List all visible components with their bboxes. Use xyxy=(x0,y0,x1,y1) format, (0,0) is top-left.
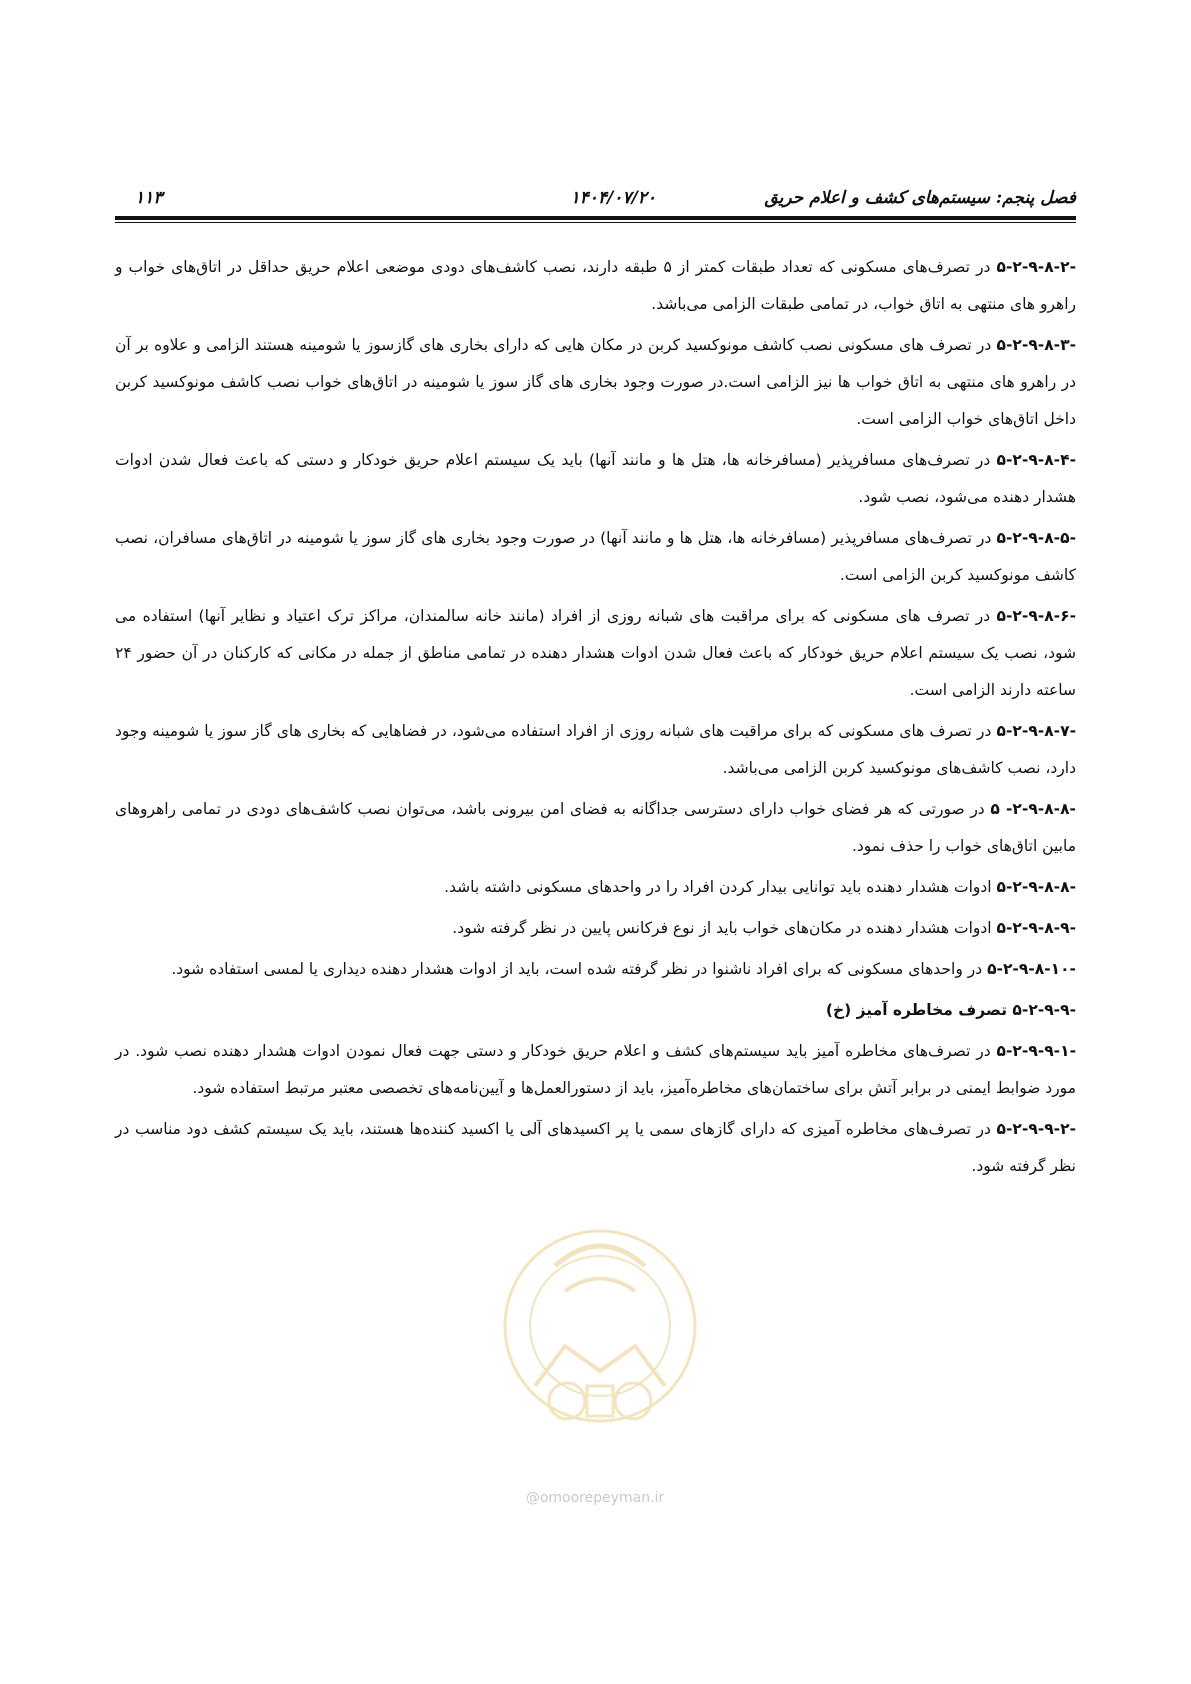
paragraph xyxy=(115,1111,1076,1185)
paragraph xyxy=(115,520,1076,594)
paragraph-text: در واحدهای مسکونی که برای افراد ناشنوا در نظر گرفته شده است، باید از ادوات هشدار دهنده دیداری یا لمسی استفاده شود. xyxy=(171,960,988,978)
paragraph xyxy=(115,327,1076,438)
clause-number: ۵-۲-۹-۸-۷- xyxy=(996,722,1076,740)
paragraph xyxy=(115,713,1076,787)
clause-number: ۵-۲-۹-۸-۲- xyxy=(996,258,1076,276)
page-header xyxy=(115,188,1076,218)
heading-text: تصرف مخاطره آمیز (خ) xyxy=(825,1001,1013,1019)
clause-number: ۵-۲-۹-۹-۱- xyxy=(996,1042,1076,1060)
page-number: ۱۱۳ xyxy=(135,188,163,208)
clause-number: ۵ -۲-۹-۸-۸- xyxy=(990,800,1076,818)
paragraph-text: در تصرف‌های مخاطره آمیز باید سیستم‌های کشف و اعلام حریق خودکار و دستی جهت فعال نمودن ادوات هشدار دهنده نصب شود. در مورد ضوابط ایمنی در برابر آتش برای ساختمان‌های مخاطره‌آمیز، باید از دستورالعمل‌ها و آیین‌نامه‌های تخصصی معتبر مرتبط استفاده شود. xyxy=(115,1042,1076,1097)
clause-number: ۵-۲-۹-۹- xyxy=(1012,1001,1076,1019)
chapter-title: فصل پنجم: سیستم‌های کشف و اعلام حریق xyxy=(764,188,1076,208)
paragraph xyxy=(115,598,1076,709)
clause-number: ۵-۲-۹-۹-۲- xyxy=(996,1120,1076,1138)
paragraph xyxy=(115,869,1076,906)
paragraph-text: در تصرف‌های مسافرپذیر (مسافرخانه ها، هتل ها و مانند آنها) در صورت وجود بخاری های گاز سوز یا شومینه در اتاق‌های مسافران، نصب کاشف مونوکسید کربن الزامی است. xyxy=(115,529,1076,584)
clause-number: ۵-۲-۹-۸-۵- xyxy=(996,529,1076,547)
paragraph xyxy=(115,249,1076,323)
clause-number: ۵-۲-۹-۸-۱۰- xyxy=(987,960,1076,978)
clause-number: ۵-۲-۹-۸-۶- xyxy=(996,607,1076,625)
header-rule-thin xyxy=(115,222,1076,223)
paragraph xyxy=(115,791,1076,865)
body-text xyxy=(115,249,1076,1189)
paragraph-text: ادوات هشدار دهنده باید توانایی بیدار کردن افراد را در واحدهای مسکونی داشته باشد. xyxy=(444,878,997,896)
paragraph-text: در تصرف های مسکونی که برای مراقبت های شبانه روزی از افراد (مانند خانه سالمندان، مراکز ترک اعتیاد و نظایر آنها) استفاده می شود، نصب یک سیستم اعلام حریق خودکار که باعث فعال شدن ادوات هشدار دهنده در تمامی مناطق از جمله در مکانی که کارکنان در آن حضور ۲۴ ساعته دارند الزامی است. xyxy=(115,607,1076,699)
paragraph xyxy=(115,910,1076,947)
paragraph-text: ادوات هشدار دهنده در مکان‌های خواب باید از نوع فرکانس پایین در نظر گرفته شود. xyxy=(452,919,997,937)
paragraph xyxy=(115,442,1076,516)
section-heading xyxy=(115,992,1076,1029)
paragraph-text: در تصرف‌های مخاطره آمیزی که دارای گازهای سمی یا پر اکسیدهای آلی یا اکسید کننده‌ها هستند، باید یک سیستم کشف دود مناسب در نظر گرفته شود. xyxy=(115,1120,1076,1175)
header-rule-thick xyxy=(115,216,1076,220)
clause-number: ۵-۲-۹-۸-۸- xyxy=(996,878,1076,896)
header-date: ۱۴۰۴/۰۷/۲۰ xyxy=(570,188,656,208)
paragraph xyxy=(115,1033,1076,1107)
paragraph-text: در تصرف های مسکونی نصب کاشف مونوکسید کربن در مکان هایی که دارای بخاری های گازسوز یا شومینه هستند الزامی و علاوه بر آن در راهرو های منتهی به اتاق خواب ها نیز الزامی است.در صورت وجود بخاری های گاز سوز یا شومینه در اتاق‌های خواب نصب کاشف مونوکسید کربن داخل اتاق‌های خواب الزامی است. xyxy=(115,336,1076,428)
clause-number: ۵-۲-۹-۸-۴- xyxy=(996,451,1076,469)
paragraph-text: در تصرف‌های مسکونی که تعداد طبقات کمتر از ۵ طبقه دارند، نصب کاشف‌های دودی موضعی اعلام حریق حداقل در اتاق‌های خواب و راهرو های منتهی به اتاق خواب، در تمامی طبقات الزامی می‌باشد. xyxy=(115,258,1076,313)
watermark-logo-icon xyxy=(495,1196,705,1466)
clause-number: ۵-۲-۹-۸-۳- xyxy=(996,336,1076,354)
paragraph-text: در تصرف های مسکونی که برای مراقبت های شبانه روزی از افراد استفاده می‌شود، در فضاهایی که بخاری های گاز سوز یا شومینه وجود دارد، نصب کاشف‌های مونوکسید کربن الزامی می‌باشد. xyxy=(115,722,1076,777)
watermark-url: @omoorepeyman.ir xyxy=(525,1490,665,1506)
clause-number: ۵-۲-۹-۸-۹- xyxy=(996,919,1076,937)
paragraph-text: در صورتی که هر فضای خواب دارای دسترسی جداگانه به فضای امن بیرونی باشد، می‌توان نصب کاشف‌های دودی در تمامی راهروهای مابین اتاق‌های خواب را حذف نمود. xyxy=(115,800,1076,855)
paragraph-text: در تصرف‌های مسافرپذیر (مسافرخانه ها، هتل ها و مانند آنها) باید یک سیستم اعلام حریق خودکار و دستی که باعث فعال شدن ادوات هشدار دهنده می‌شود، نصب شود. xyxy=(115,451,1076,506)
paragraph xyxy=(115,951,1076,988)
